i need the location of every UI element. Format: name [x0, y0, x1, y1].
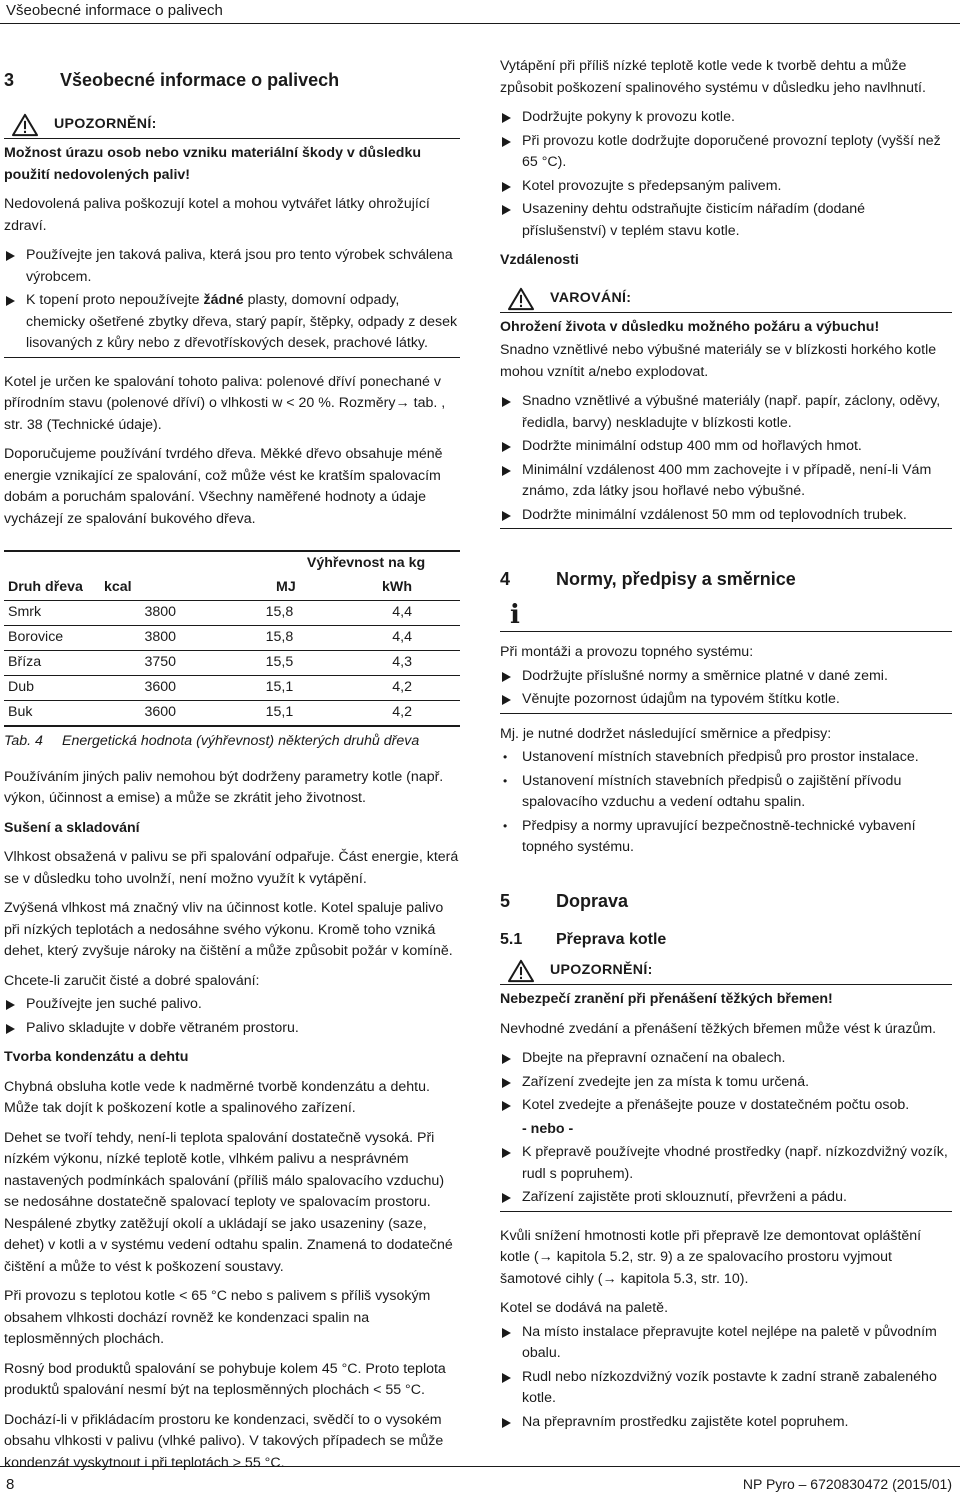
warning-triangle-icon [506, 959, 536, 983]
list-item: Snadno vznětlivé a výbušné materiály (např. papír, záclony, oděvy, ředidla, barvy) neskladujte v blízkosti kotle. [500, 391, 952, 434]
cell-wood: Borovice [4, 626, 100, 651]
info-header [500, 601, 952, 632]
table-caption-label: Tab. 4 [4, 733, 43, 749]
list-item: Při provozu kotle dodržujte doporučené provozní teploty (vyšší než 65 °C). [500, 131, 952, 174]
cell-mj: 15,1 [216, 676, 339, 701]
list-item: Dodržujte pokyny k provozu kotle. [500, 107, 952, 129]
operation-list [500, 107, 952, 242]
warning-triangle-icon [10, 113, 40, 137]
list-item: Na přepravním prostředku zajistěte kotel popruhem. [500, 1412, 952, 1434]
cell-mj: 15,5 [216, 651, 339, 676]
caution-title: Nebezpečí zranění při přenášení těžkých břemen! [500, 991, 833, 1007]
left-column [4, 70, 460, 1482]
col-header-kcal: kcal [100, 576, 216, 601]
table-row [4, 626, 460, 651]
section-4-title [500, 569, 952, 601]
page-header [0, 0, 960, 22]
table-row [4, 701, 460, 727]
list-item: Dodržujte příslušné normy a směrnice platné v dané zemi. [500, 666, 952, 688]
cell-kwh: 4,2 [339, 676, 460, 701]
list-item [4, 290, 460, 355]
or-separator: - nebo - [522, 1120, 574, 1137]
caution-box-lifting [500, 958, 952, 1212]
caution-label: UPOZORNĚNÍ: [54, 116, 157, 133]
drying-heading: Sušení a skladování [4, 819, 140, 836]
section-number: 3 [4, 70, 15, 90]
caution-text: Nevhodné zvedání a přenášení těžkých břemen může vést k úrazům. [500, 1020, 937, 1037]
standards-list [500, 666, 952, 714]
table-row [4, 601, 460, 626]
caution-title: Možnost úrazu osob nebo vzniku materiální škody v důsledku použití nedovolených paliv! [4, 145, 422, 183]
cell-kcal: 3800 [100, 626, 216, 651]
warning-title: Ohrožení života v důsledku možného požáru a výbuchu! [500, 318, 880, 335]
list-item: Kotel provozujte s předepsaným palivem. [500, 176, 952, 198]
list-item: Dodržte minimální vzdálenost 50 mm od teplovodních trubek. [500, 505, 952, 527]
cell-kwh: 4,3 [339, 651, 460, 676]
cell-mj: 15,1 [216, 701, 339, 727]
col-header-mj: MJ [216, 576, 339, 601]
condensation-chamber-paragraph: Dochází-li v přikládacím prostoru ke kondenzaci, svědčí to o vysokém obsahu vlhkosti v palivu (vlhké palivo). V takových případech se může kondenzát vyskytnout i při teplotách > 55 °C. [4, 1411, 444, 1471]
running-title: Všeobecné informace o palivech [6, 2, 223, 19]
section-title-text: Normy, předpisy a směrnice [556, 569, 796, 589]
warning-list [500, 391, 952, 529]
cell-kwh: 4,4 [339, 601, 460, 626]
footer-rule [0, 1466, 960, 1467]
cell-kcal: 3600 [100, 676, 216, 701]
condensate-heading: Tvorba kondenzátu a dehtu [4, 1049, 189, 1065]
pallet-paragraph: Kotel se dodává na paletě. [500, 1300, 669, 1316]
cell-mj: 15,8 [216, 601, 339, 626]
condensate-paragraph: Chybná obsluha kotle vede k nadměrné tvorbě kondenzátu a dehtu. Může tak dojít k poškození kotle a spalinového zařízení. [4, 1078, 430, 1116]
caution-header [500, 958, 952, 985]
table-caption-text: Energetická hodnota (výhřevnost) některých druhů dřeva [62, 733, 420, 749]
section-5-title [500, 891, 952, 923]
list-item: • Předpisy a normy upravující bezpečnostně-technické vybavení topného systému. [500, 816, 952, 859]
list-item: Věnujte pozornost údajům na typovém štítku kotle. [500, 689, 952, 711]
list-item: Používejte jen suché palivo. [4, 994, 460, 1016]
cell-wood: Dub [4, 676, 100, 701]
warning-label: VAROVÁNÍ: [550, 289, 632, 306]
humidity-paragraph: Zvýšená vlhkost má značný vliv na účinnost kotle. Kotel spaluje palivo při nízkých teplotách a nedosáhne svého výkonu. Kromě toho vzniká dehet, který zvyšuje nároky na čištění a může způsobit požár v komíně. [4, 900, 453, 959]
caution-label: UPOZORNĚNÍ: [550, 962, 653, 979]
cell-wood: Smrk [4, 601, 100, 626]
cell-kcal: 3800 [100, 601, 216, 626]
regulations-list [500, 747, 952, 859]
table-caption [4, 731, 460, 753]
list-item: Kotel zvedejte a přenášejte pouze v dostatečném počtu osob. [500, 1095, 952, 1117]
dry-fuel-list [4, 994, 460, 1039]
list-item: Dbejte na přepravní označení na obalech. [500, 1048, 952, 1070]
warning-box-fire [500, 286, 952, 530]
pallet-list [500, 1322, 952, 1434]
list-item: Zařízení zajistěte proti sklouznutí, převrženi a pádu. [500, 1187, 952, 1209]
caution-header [4, 112, 460, 139]
cell-wood: Buk [4, 701, 100, 727]
moisture-paragraph: Vlhkost obsažená v palivu se při spalování odpařuje. Část energie, která se v důsledku toho uvolnží, není možno využít k vytápění. [4, 849, 459, 887]
weight-reduction-paragraph: Kvůli snížení hmotnosti kotle při přepravě lze demontovat opláštění kotle (→ kapitola 5.2, str. 9) a ze spalovacího prostoru vyjmout šamotové cihly (→ kapitola 5.3, str. 10). [500, 1227, 922, 1287]
caution-text: Nedovolená paliva poškozují kotel a mohou vytvářet látky ohrožující zdraví. [4, 196, 430, 234]
low-temp-tar-paragraph: Vytápění při příliš nízké teplotě kotle vede k tvorbě dehtu a může způsobit poškození spalinového systému v důsledku jeho navlhnutí. [500, 58, 926, 96]
list-item: Dodržte minimální odstup 400 mm od hořlavých hmot. [500, 436, 952, 458]
section-5-1-title [500, 929, 952, 951]
list-item: Zařízení zvedejte jen za místa k tomu určená. [500, 1072, 952, 1094]
cell-kwh: 4,4 [339, 626, 460, 651]
cell-mj: 15,8 [216, 626, 339, 651]
header-rule [0, 23, 960, 24]
cell-kwh: 4,2 [339, 701, 460, 727]
col-header-wood: Druh dřeva [4, 576, 100, 601]
hardwood-paragraph: Doporučujeme používání tvrdého dřeva. Měkké dřevo obsahuje méně energie vznikající ze spalování, což může vést ke kratším spalovacím dobám a poruchám spalování. Všechny naměřené hodnoty a údaje vycházejí ze spalování bukového dřeva. [4, 446, 443, 527]
cell-wood: Bříza [4, 651, 100, 676]
installation-intro: Při montáži a provozu topného systému: [500, 644, 754, 660]
dew-point-paragraph: Rosný bod produktů spalování se pohybuje kolem 45 °C. Proto teplota produktů spalování nesmí být na teplosměnných plochách < 55 °C. [4, 1360, 446, 1398]
table-group-header: Výhřevnost na kg [216, 551, 460, 576]
distances-heading: Vzdálenosti [500, 252, 579, 268]
section-title-text: Doprava [556, 890, 629, 911]
section-title-text: Všeobecné informace o palivech [60, 70, 340, 90]
other-fuels-paragraph: Používáním jiných paliv nemohou být dodrženy parametry kotle (např. výkon, účinnost a emise) a může se zkrátit jeho životnost. [4, 768, 444, 806]
list-item: Na místo instalace přepravujte kotel nejlépe na paletě v původním obalu. [500, 1322, 952, 1365]
list-item: • Ustanovení místních stavebních předpisů pro prostor instalace. [500, 747, 952, 769]
document-reference: NP Pyro – 6720830472 (2015/01) [742, 1476, 952, 1492]
no-plastics-text: K topení proto nepoužívejte žádné plasty, domovní odpady, chemicky ošetřené zbytky dřeva, starý papír, štěpky, odpady z desek lisovaných z kůry nebo z dřevotřískových desek, prachové látky. [26, 292, 458, 351]
section-title-text: Přeprava kotle [556, 930, 667, 948]
table-row [4, 651, 460, 676]
section-number: 5.1 [500, 930, 523, 948]
list-item: Rudl nebo nízkozdvižný vozík postavte k zadní straně zabaleného kotle. [500, 1367, 952, 1410]
cell-kcal: 3750 [100, 651, 216, 676]
section-3-title [4, 70, 460, 102]
table-row [4, 676, 460, 701]
low-temp-paragraph: Při provozu s teplotou kotle < 65 °C nebo s palivem s příliš vysokým obsahem vlhkosti dochází rovněž ke kondenzaci spalin na teplosměnných plochách. [4, 1288, 431, 1347]
cell-kcal: 3600 [100, 701, 216, 727]
list-item: Usazeniny dehtu odstraňujte čisticím nářadím (dodané příslušenství) v teplém stavu kotle. [500, 199, 952, 242]
section-number: 4 [500, 569, 511, 589]
tar-paragraph: Dehet se tvoří tehdy, není-li teplota spalování dostatečně vysoká. Při nízkém výkonu, nízké teplotě kotle, vlhkém palivu a nesprávném nastavených podmínkách spalování (příliš málo spalovacího vzduchu) se nedosáhne dostatečně spalovací teploty ve spalovacím prostoru. Nespálené zbytky zatěžují okolí a ukládají se jako usazeniny (saze, dehet) v kotli a v systému vedení odtahu spalin. Znamená to dodatečné čištění a může to vést k poškození soustavy. [4, 1129, 453, 1275]
caution-list [4, 245, 460, 358]
list-item: Používejte jen taková paliva, která jsou pro tento výrobek schválena výrobcem. [4, 245, 460, 288]
warning-text: Snadno vznětlivé nebo výbušné materiály se v blízkosti horkého kotle mohou vznítit a/nebo explodovat. [500, 342, 937, 380]
info-icon: i [510, 600, 520, 631]
warning-triangle-icon [506, 287, 536, 311]
regulations-intro: Mj. je nutné dodržet následující směrnice a předpisy: [500, 725, 832, 742]
list-item: K přepravě používejte vhodné prostředky (např. nízkozdvižný vozík, rudl s popruhem). [500, 1142, 952, 1185]
calorific-value-table [4, 550, 460, 727]
lifting-list [500, 1048, 952, 1212]
clean-burn-intro: Chcete-li zaručit čisté a dobré spalování: [4, 972, 260, 989]
right-column [500, 56, 952, 1441]
page-footer [0, 1466, 960, 1496]
list-item: • Ustanovení místních stavebních předpisů o zajištění přívodu spalovacího vzduchu a vedení odtahu spalin. [500, 771, 952, 814]
section-number: 5 [500, 890, 511, 911]
list-item: Palivo skladujte v dobře větraném prostoru. [4, 1018, 460, 1040]
col-header-kwh: kWh [339, 576, 460, 601]
warning-header [500, 286, 952, 313]
list-item: Minimální vzdálenost 400 mm zachovejte i v případě, není-li Vám známo, zda látky jsou hořlavé nebo výbušné. [500, 460, 952, 503]
fuel-spec-paragraph: Kotel je určen ke spalování tohoto paliva: polenové dříví ponechané v přírodním stavu (polenové dříví) o vlhkosti w < 20 %. Rozměry→ tab. , str. 38 (Technické údaje). [4, 373, 446, 433]
page-number: 8 [6, 1476, 15, 1493]
caution-box-fuels [4, 112, 460, 358]
